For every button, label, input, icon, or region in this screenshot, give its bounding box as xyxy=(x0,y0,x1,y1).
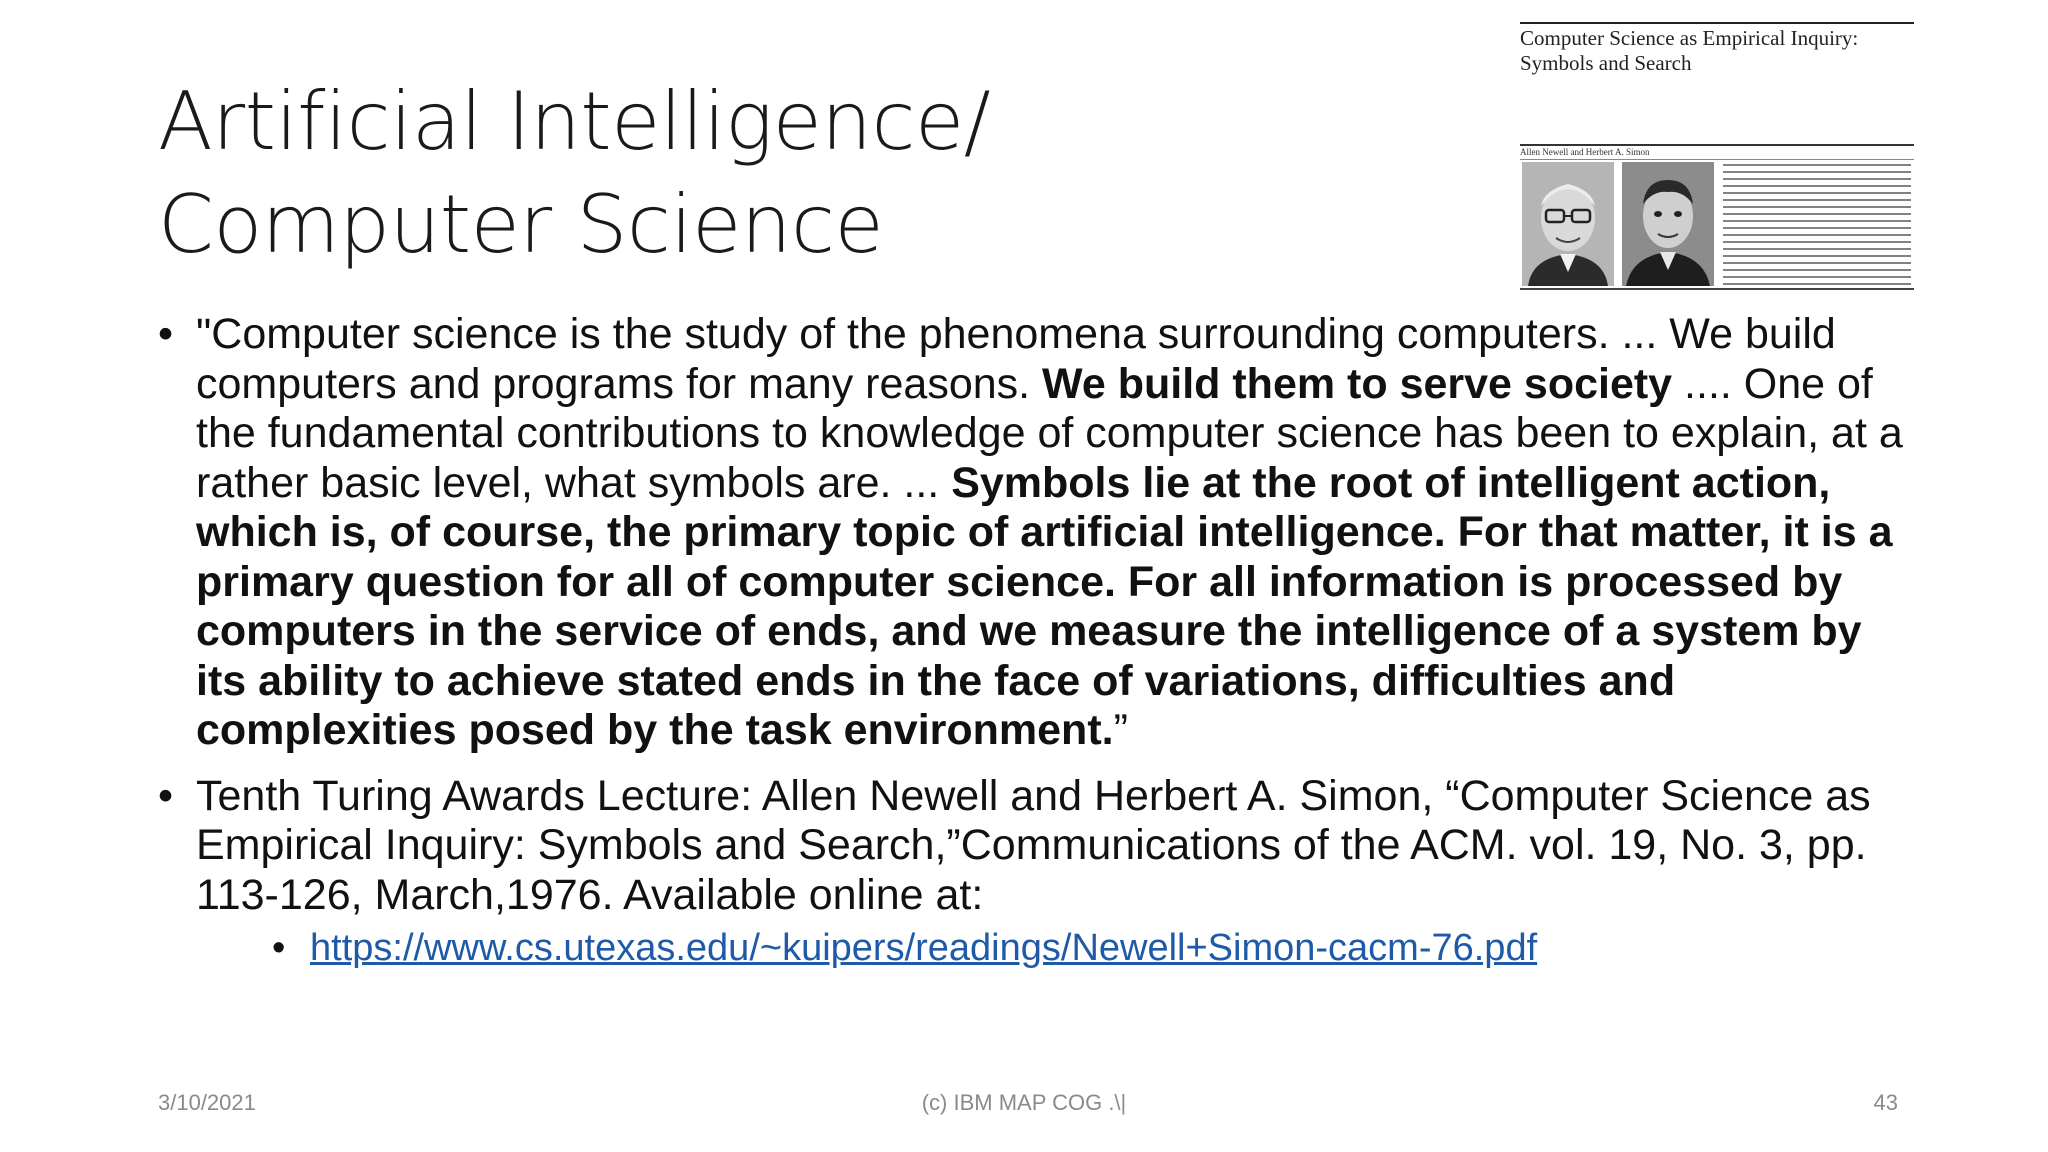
author-portrait-simon xyxy=(1622,162,1714,286)
slide-title xyxy=(158,70,1458,276)
bullet-citation xyxy=(158,772,1918,971)
sub-bullet-link xyxy=(272,926,1918,970)
portrait-photo-icon xyxy=(1622,162,1714,286)
paper-title-line-1: Computer Science as Empirical Inquiry: xyxy=(1520,26,1859,50)
paper-divider xyxy=(1520,288,1914,290)
paper-pdf-link[interactable]: https://www.cs.utexas.edu/~kuipers/readings/Newell+Simon-cacm-76.pdf xyxy=(310,927,1538,969)
citation-text: Tenth Turing Awards Lecture: Allen Newell and Herbert A. Simon, “Computer Science as Empirical Inquiry: Symbols and Search,”Communications of the ACM. vol. 19, No. 3, pp. 113-126, March,1976. Available online at: xyxy=(196,771,1871,919)
slide-title-line-2: Computer Science xyxy=(158,178,884,271)
bullet-icon: • xyxy=(272,927,286,969)
paper-authors: Allen Newell and Herbert A. Simon xyxy=(1520,144,1914,160)
slide-body xyxy=(158,310,1918,986)
footer-date: 3/10/2021 xyxy=(158,1090,256,1115)
quote-bold-2: Symbols lie at the root of intelligent action, which is, of course, the primary topic of artificial intelligence. For that matter, it is a primary question for all of computer science. For all information is processed by computers in the service of ends, and we measure the intelligence of a system by its ability to achieve stated ends in the face of variations, difficulties and complexities posed by the task environment. xyxy=(196,458,1893,754)
author-portrait-newell xyxy=(1522,162,1614,286)
quote-text-1: "Computer science is the study of the phenomena surrounding computers. ... We build computers and programs for many reasons. xyxy=(196,310,1836,408)
portrait-photo-icon xyxy=(1522,162,1614,286)
footer-copyright: (c) IBM MAP COG .\| xyxy=(921,1090,1127,1115)
quote-end: ” xyxy=(1113,706,1128,754)
bullet-icon: • xyxy=(158,310,174,358)
quote-text-2: .... One of the fundamental contributions to knowledge of computer science has been to explain, at a rather basic level, what symbols are. ... xyxy=(196,359,1903,507)
footer-page-number: 43 xyxy=(1873,1090,1898,1115)
paper-thumbnail xyxy=(1518,14,1914,290)
slide-title-line-1: Artificial Intelligence/ xyxy=(158,75,991,168)
paper-title-line-2: Symbols and Search xyxy=(1520,51,1692,75)
bullet-icon: • xyxy=(158,771,174,820)
quote-bold-1: We build them to serve society xyxy=(1042,359,1673,408)
bullet-quote xyxy=(158,310,1918,756)
paper-text-column xyxy=(1723,164,1911,286)
paper-title xyxy=(1520,22,1914,76)
